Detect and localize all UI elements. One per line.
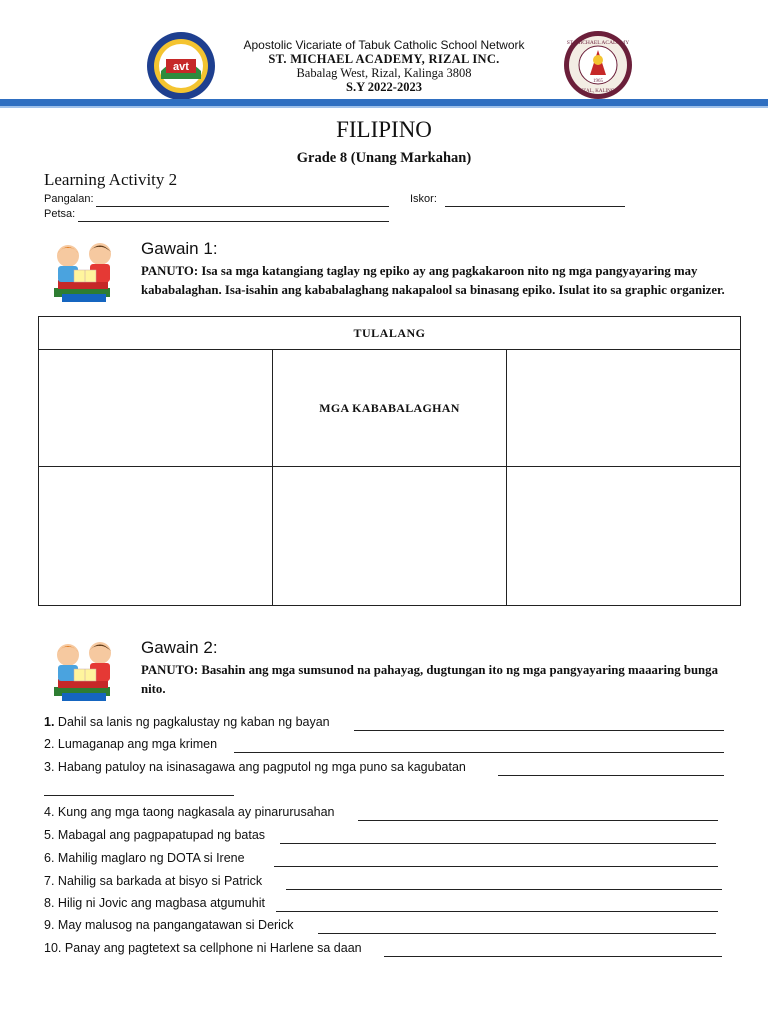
item-number: 3. [44, 760, 55, 774]
score-field[interactable] [445, 206, 625, 207]
answer-line[interactable] [498, 775, 724, 776]
item-number: 5. [44, 828, 55, 842]
list-item [44, 760, 724, 778]
list-item [44, 851, 718, 869]
gawain1-instructions [141, 262, 731, 299]
graphic-organizer-table [38, 316, 741, 606]
header-rule-light [0, 106, 768, 108]
answer-line[interactable] [354, 730, 724, 731]
kids-reading-illustration [44, 238, 130, 306]
name-field[interactable] [96, 206, 389, 207]
answer-line[interactable] [384, 956, 722, 957]
organizer-cell[interactable] [273, 467, 507, 606]
gawain2-title: Gawain 2: [141, 638, 218, 657]
school-year: S.Y 2022-2023 [346, 80, 422, 94]
item-text: Kung ang mga taong nagkasala ay pinarurusahan [54, 805, 335, 819]
page-title: FILIPINO [336, 117, 432, 142]
organizer-cell[interactable] [507, 350, 741, 467]
score-label: Iskor: [410, 193, 437, 205]
item-number: 2. [44, 737, 55, 751]
answer-line[interactable] [358, 820, 718, 821]
right-logo-year: 1965 [593, 79, 603, 84]
school-name: ST. MICHAEL ACADEMY, RIZAL INC. [268, 52, 500, 66]
list-item [44, 715, 724, 733]
answer-line[interactable] [318, 933, 716, 934]
item-text: May malusog na pangangatawan si Derick [54, 918, 294, 932]
item-number: 1. [44, 715, 55, 729]
activity-title: Learning Activity 2 [44, 170, 178, 189]
list-item [44, 896, 718, 914]
gawain2-panuto-label: PANUTO: [141, 663, 199, 677]
answer-line[interactable] [276, 911, 718, 912]
item-text: Mabagal ang pagpapatupad ng batas [54, 828, 266, 842]
header-rule [0, 99, 768, 106]
name-label: Pangalan: [44, 193, 94, 205]
answer-line-continued[interactable] [44, 795, 234, 796]
organizer-cell[interactable] [39, 350, 273, 467]
organizer-cell[interactable] [507, 467, 741, 606]
item-number: 7. [44, 874, 55, 888]
item-text: Hilig ni Jovic ang magbasa atgumuhit [54, 896, 265, 910]
date-field[interactable] [78, 221, 389, 222]
item-number: 8. [44, 896, 55, 910]
right-logo-place: RIZAL, KALINGA [578, 89, 618, 94]
item-text: Habang patuloy na isinasagawa ang pagputol ng mga puno sa kagubatan [54, 760, 466, 774]
gawain2-panuto-text: Basahin ang mga sumsunod na pahayag, dugtungan ito ng mga pangyayaring maaaring bunga nito. [141, 663, 718, 696]
answer-line[interactable] [234, 752, 724, 753]
item-number: 6. [44, 851, 55, 865]
gawain1-panuto-text: Isa sa mga katangiang taglay ng epiko ay ang pagkakaroon nito ng mga pangyayaring may kababalaghan. Isa-isahin ang kababalaghang nakapalool sa binasang epiko. Isulat ito sa graphic organizer. [141, 264, 725, 297]
gawain1-title: Gawain 1: [141, 239, 218, 258]
item-text: Dahil sa lanis ng pagkalustay ng kaban ng bayan [54, 715, 330, 729]
network-name: Apostolic Vicariate of Tabuk Catholic School Network [243, 38, 525, 52]
list-item [44, 737, 724, 755]
item-number: 4. [44, 805, 55, 819]
list-item [44, 874, 722, 892]
gawain2-instructions [141, 661, 731, 698]
page-subtitle: Grade 8 (Unang Markahan) [296, 150, 472, 166]
item-text: Mahilig maglaro ng DOTA si Irene [54, 851, 245, 865]
list-item [44, 828, 716, 846]
organizer-cell[interactable] [39, 467, 273, 606]
right-logo-text: ST. MICHAEL ACADEMY [566, 40, 630, 46]
list-item [44, 805, 718, 823]
answer-line[interactable] [286, 889, 722, 890]
answer-line[interactable] [280, 843, 716, 844]
item-text: Panay ang pagtetext sa cellphone ni Harlene sa daan [61, 941, 362, 955]
kids-reading-illustration-2 [44, 637, 130, 705]
gawain1-panuto-label: PANUTO: [141, 264, 199, 278]
table-header: TULALANG [39, 317, 741, 350]
item-text: Nahilig sa barkada at bisyo si Patrick [54, 874, 263, 888]
list-item [44, 918, 716, 936]
item-text: Lumaganap ang mga krimen [54, 737, 218, 751]
item-number: 9. [44, 918, 55, 932]
list-item [44, 941, 722, 959]
answer-line[interactable] [274, 866, 718, 867]
school-address: Babalag West, Rizal, Kalinga 3808 [296, 66, 472, 80]
left-logo-text: avt [173, 61, 189, 73]
organizer-center-label: MGA KABABALAGHAN [273, 350, 507, 467]
item-number: 10. [44, 941, 62, 955]
date-label: Petsa: [44, 208, 76, 220]
